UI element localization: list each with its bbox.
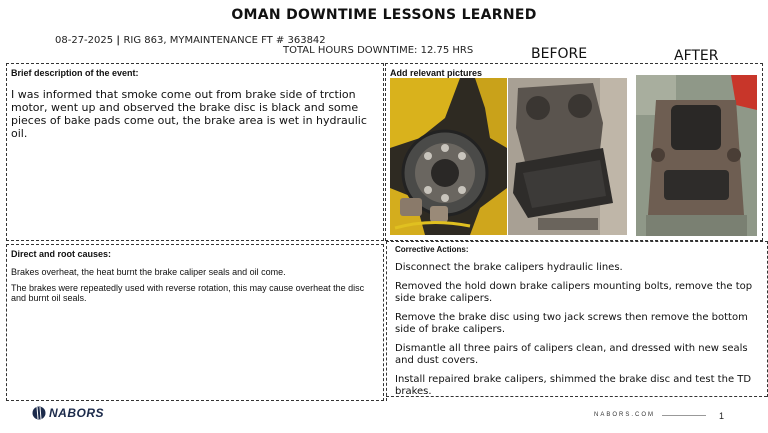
causes-heading: Direct and root causes: — [11, 249, 112, 259]
corrective-item: Disconnect the brake calipers hydraulic lines. — [395, 262, 623, 273]
causes-box — [6, 244, 384, 401]
cause-paragraph: Brakes overheat, the heat burnt the brake caliper seals and oil come. — [11, 267, 286, 277]
corrective-list — [395, 262, 761, 397]
caliper-after-photo — [636, 75, 757, 236]
page-number: 1 — [719, 411, 725, 421]
corrective-item: Removed the hold down brake calipers mounting bolts, remove the top side brake calipers. — [395, 281, 753, 304]
caliper-after-illustration — [636, 75, 757, 236]
corrective-item: Dismantle all three pairs of calipers clean, and dressed with new seals and dust covers. — [395, 343, 748, 366]
description-heading: Brief description of the event: — [11, 68, 139, 78]
report-date: 08-27-2025 — [55, 35, 114, 46]
rig-info: RIG 863, MYMAINTENANCE FT # 363842 — [123, 35, 326, 46]
causes-text — [11, 267, 377, 303]
corrective-item: Remove the brake disc using two jack screws then remove the bottom side of brake calipers. — [395, 312, 748, 335]
corrective-box — [386, 241, 768, 397]
brake-disc-illustration — [390, 78, 507, 235]
footer-divider — [662, 415, 706, 416]
total-hours: TOTAL HOURS DOWNTIME: 12.75 HRS — [283, 45, 474, 56]
nabors-globe-icon — [32, 406, 46, 420]
description-text: I was informed that smoke come out from brake side of trction motor, went up and observed the brake disc is black and some pieces of bake pads come out, the brake area is wet in hydraulic oil. — [11, 88, 367, 140]
logo-text: NABORS — [49, 406, 105, 420]
description-box — [6, 63, 384, 241]
after-label: AFTER — [674, 48, 719, 64]
footer-url: NABORS.COM — [594, 412, 656, 418]
nabors-logo — [32, 406, 104, 420]
meta-separator: | — [116, 35, 124, 46]
brake-disc-photo — [390, 78, 507, 235]
page-title: OMAN DOWNTIME LESSONS LEARNED — [231, 7, 537, 23]
caliper-before-photo — [508, 78, 627, 235]
corrective-heading: Corrective Actions: — [395, 245, 469, 254]
corrective-item: Install repaired brake calipers, shimmed the brake disc and test the TD brakes. — [395, 374, 752, 397]
caliper-before-illustration — [508, 78, 627, 235]
pictures-heading: Add relevant pictures — [390, 68, 483, 78]
before-label: BEFORE — [531, 46, 588, 62]
cause-paragraph: The brakes were repeatedly used with reverse rotation, this may cause overheat the disc and burnt oil seals. — [11, 283, 365, 303]
